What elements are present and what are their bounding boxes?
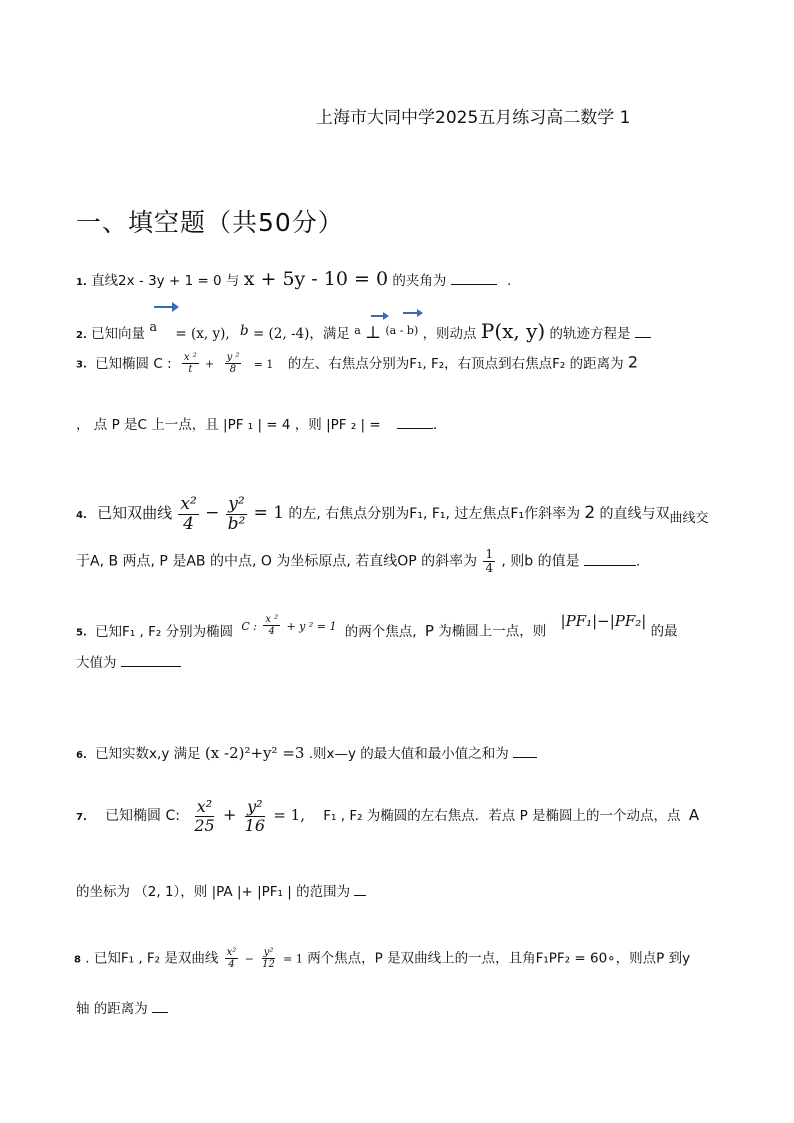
period: . bbox=[432, 417, 438, 433]
equals-one: = 1 bbox=[253, 503, 285, 524]
ellipse-equation: + y ² = 1 bbox=[286, 619, 337, 633]
question-number: 4. bbox=[76, 510, 87, 522]
minus-sign: − bbox=[244, 952, 254, 966]
value-two: 2 bbox=[584, 503, 596, 524]
vector-arrow-icon bbox=[152, 300, 180, 312]
question-text: 的轨迹方程是 bbox=[549, 326, 631, 342]
question-4-line-2 bbox=[76, 548, 640, 575]
answer-blank bbox=[152, 1011, 168, 1013]
numerator: y² bbox=[247, 797, 263, 816]
equation: (x -2)²+y² =3 bbox=[204, 744, 305, 762]
plus-sign: + bbox=[205, 357, 215, 371]
question-text: 为椭圆上一点，则 bbox=[438, 623, 547, 640]
numerator: 1 bbox=[485, 547, 494, 561]
numerator: x² bbox=[226, 947, 237, 958]
numerator: y² bbox=[228, 494, 245, 514]
question-text: ， 点 P 是C 上一点，且 |PF ₁ | = 4 ，则 |PF ₂ | = bbox=[76, 417, 381, 433]
numerator: y² bbox=[263, 947, 274, 958]
question-8 bbox=[74, 947, 690, 970]
equals-one: = 1 bbox=[253, 357, 274, 371]
plus-sign: + bbox=[222, 805, 237, 825]
answer-blank bbox=[354, 894, 366, 896]
question-number: 8 bbox=[74, 954, 81, 966]
ellipse-c: C : bbox=[241, 619, 258, 633]
question-text: 已知双曲线 bbox=[97, 504, 173, 523]
question-text: 的左、右焦点分别为F₁, F₂，右顶点到右焦点F₂ 的距离为 bbox=[287, 355, 624, 372]
fraction-y2-b2 bbox=[226, 495, 248, 533]
question-text: 的左, 右焦点分别为F₁, F₁, 过左焦点F₁作斜率为 bbox=[288, 506, 581, 523]
denominator: 4 bbox=[228, 959, 235, 970]
question-text: 已知F₁ , F₂ 分别为椭圆 bbox=[95, 623, 234, 640]
fraction-y2-12 bbox=[260, 947, 277, 970]
question-text: .则x—y 的最大值和最小值之和为 bbox=[308, 746, 509, 762]
denominator: 8 bbox=[229, 364, 237, 375]
vector-arrow-icon bbox=[370, 311, 390, 321]
point-a: A bbox=[688, 806, 700, 825]
fraction-y2-16 bbox=[243, 798, 267, 834]
point-p: P(x, y) bbox=[480, 319, 546, 343]
question-text: 直线2x - 3y + 1 = 0 与 bbox=[91, 273, 240, 289]
fraction-x2-4 bbox=[263, 614, 280, 637]
question-text: 已知实数x,y 满足 bbox=[95, 746, 201, 762]
denominator: 4 bbox=[183, 513, 194, 534]
question-text: 大值为 bbox=[76, 655, 117, 671]
question-number: 2. bbox=[76, 330, 87, 341]
denominator: t bbox=[188, 364, 193, 375]
question-5-line-2 bbox=[76, 657, 181, 671]
question-2 bbox=[76, 321, 651, 342]
question-4 bbox=[76, 495, 709, 533]
point-p: P bbox=[424, 621, 434, 640]
answer-blank bbox=[584, 564, 636, 566]
question-text: 的最 bbox=[650, 623, 678, 640]
question-text: 轴 的距离为 bbox=[76, 1001, 148, 1017]
question-number: 7. bbox=[76, 812, 87, 824]
question-text: . 已知F₁ , F₂ 是双曲线 bbox=[85, 950, 219, 967]
denominator: 12 bbox=[262, 959, 275, 970]
value-two: 2 bbox=[627, 352, 639, 372]
condition-a-minus-b: (a - b) bbox=[385, 324, 419, 337]
question-text: F₁ , F₂ 为椭圆的左右焦点．若点 P 是椭圆上的一个动点，点 bbox=[323, 808, 681, 825]
perp-symbol: ⊥ bbox=[365, 323, 382, 343]
question-text: 的夹角为 bbox=[392, 273, 447, 289]
fraction-y2-8 bbox=[225, 352, 242, 375]
fraction-x2-t bbox=[182, 352, 199, 375]
vector-b: b bbox=[239, 323, 249, 339]
denominator: 25 bbox=[194, 815, 215, 835]
question-7 bbox=[76, 798, 699, 834]
equation: x + 5y - 10 = 0 bbox=[243, 268, 389, 290]
abs-difference: |PF₁|−|PF₂| bbox=[560, 611, 647, 630]
fraction-x2-4 bbox=[178, 495, 198, 533]
question-text: 已知椭圆 C: bbox=[105, 808, 181, 825]
denominator: 16 bbox=[244, 815, 266, 835]
question-number: 1. bbox=[76, 277, 87, 288]
question-1 bbox=[76, 270, 511, 289]
section-heading: 一、填空题（共50分） bbox=[76, 208, 344, 237]
condition-a: a bbox=[354, 324, 361, 337]
vector-a: a bbox=[149, 320, 158, 335]
period: . bbox=[635, 553, 641, 570]
fraction-x2-4 bbox=[225, 947, 239, 970]
question-text: ，则动点 bbox=[422, 326, 477, 342]
question-5 bbox=[76, 611, 678, 643]
question-text: 的两个焦点, bbox=[344, 623, 417, 640]
denominator: 4 bbox=[268, 626, 275, 637]
numerator: x² bbox=[180, 494, 197, 514]
vector-arrow-icon bbox=[402, 308, 424, 318]
question-text: , 则b 的值是 bbox=[501, 553, 580, 570]
numerator: x ² bbox=[183, 352, 197, 363]
question-number: 6. bbox=[76, 750, 87, 761]
fraction-x2-25 bbox=[192, 798, 216, 834]
answer-blank bbox=[635, 336, 651, 338]
question-text: 已知向量 bbox=[91, 326, 146, 342]
question-8-line-2 bbox=[76, 1003, 168, 1017]
equals-one: = 1 bbox=[283, 952, 303, 966]
answer-blank bbox=[397, 427, 433, 429]
equals-one: = 1, bbox=[273, 806, 305, 825]
period: . bbox=[506, 273, 512, 289]
answer-blank bbox=[513, 756, 537, 758]
vector-value: = (x, y), bbox=[175, 326, 230, 342]
question-3 bbox=[76, 352, 638, 375]
question-7-line-2 bbox=[76, 886, 366, 900]
answer-blank bbox=[451, 283, 497, 285]
question-number: 3. bbox=[76, 359, 87, 371]
question-text: 的坐标为 （2, 1），则 |PA |+ |PF₁ | 的范围为 bbox=[76, 884, 351, 900]
denominator: b² bbox=[227, 513, 246, 534]
numerator: y ² bbox=[226, 352, 240, 363]
numerator: x² bbox=[196, 797, 213, 816]
question-text: 已知椭圆 C : bbox=[95, 355, 172, 372]
question-text: 两个焦点，P 是双曲线上的一点，且角F₁PF₂ = 60∘，则点P 到y bbox=[307, 950, 691, 967]
question-6 bbox=[76, 746, 537, 762]
question-text: 于A, B 两点, P 是AB 的中点, O 为坐标原点, 若直线OP 的斜率为 bbox=[76, 553, 478, 570]
denominator: 4 bbox=[485, 561, 494, 576]
question-text: 曲线交 bbox=[669, 511, 709, 527]
minus-sign: − bbox=[205, 503, 220, 524]
question-3-line-2 bbox=[76, 419, 437, 433]
page-title: 上海市大同中学2025五月练习高二数学 1 bbox=[316, 108, 631, 128]
fraction-1-4 bbox=[483, 548, 495, 575]
numerator: x ² bbox=[265, 614, 279, 625]
vector-value: = (2, -4)，满足 bbox=[252, 326, 350, 342]
question-number: 5. bbox=[76, 627, 87, 639]
answer-blank bbox=[121, 665, 181, 667]
question-text: 的直线与双 bbox=[599, 506, 670, 523]
